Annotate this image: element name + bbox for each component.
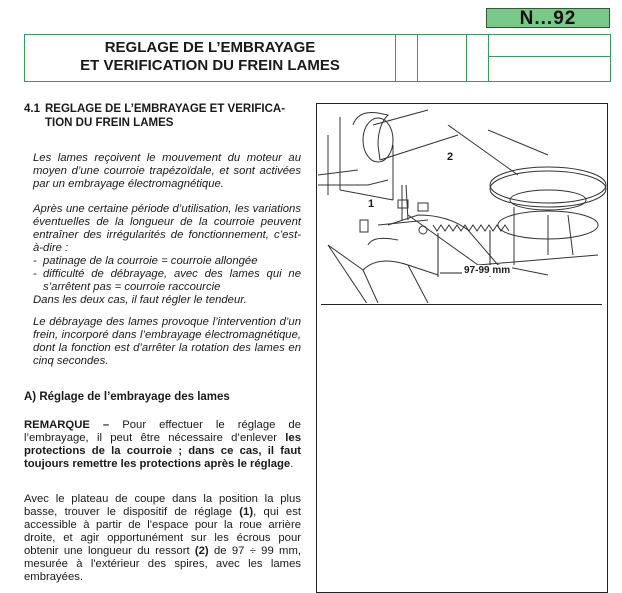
page-title-line2: ET VERIFICATION DU FREIN LAMES <box>80 57 340 74</box>
usage-lead: Après une certaine période d’utilisation, les variations éventuelles de la longueur de la courroie peuvent entraîner des irrégularités de fonctionnement, c’est-à-dire : <box>33 203 301 254</box>
reference-1: (1) <box>239 506 254 518</box>
header-box <box>24 34 611 82</box>
section-heading <box>24 102 304 130</box>
brake-paragraph: Le débrayage des lames provoque l’intervention d’un frein, incorporé dans l’embrayage électromagnétique, dont la fonction est d’arrêter la rotation des lames en cinq secondes. <box>33 316 301 367</box>
pulley <box>448 125 606 265</box>
note-text: Pour effectuer le réglage de l’embrayage, il peut être nécessaire d’enlever <box>24 419 301 444</box>
callout-2: 2 <box>447 151 454 163</box>
header-divider <box>489 56 610 57</box>
list-item: - difficulté de débrayage, avec des lames qui ne s’arrêtent pas = courroie raccourcie <box>33 268 301 294</box>
callout-1: 1 <box>368 198 375 210</box>
page-title-line1: REGLAGE DE L’EMBRAYAGE <box>104 39 316 56</box>
section-title-line2: TION DU FREIN LAMES <box>45 117 174 129</box>
page-title <box>25 39 395 75</box>
usage-conclusion: Dans les deux cas, il faut régler le tendeur. <box>33 294 247 306</box>
subsection-title: A) Réglage de l’embrayage des lames <box>24 391 230 403</box>
usage-paragraph <box>33 203 301 307</box>
list-item: - patinage de la courroie = courroie allongée <box>33 255 301 268</box>
section-title-line1: REGLAGE DE L’EMBRAYAGE ET VERIFICA- <box>45 103 286 115</box>
procedure-text: de 97 ÷ 99 mm, mesurée à l'extérieur des spires, avec les lames embrayées. <box>24 545 301 583</box>
header-divider <box>488 34 489 82</box>
procedure-text: Avec le plateau de coupe dans la position la plus basse, trouver le dispositif de réglage <box>24 493 301 518</box>
symptom-list <box>33 255 301 294</box>
header-divider <box>417 34 418 82</box>
reference-2: (2) <box>194 545 209 557</box>
shaft-housing <box>318 110 458 200</box>
note-paragraph <box>24 419 301 471</box>
procedure-text: , qui est accessible à partir de l'espace pour la roue arrière droite, et agir opportunément sur les écrous pour obtenir une longueur du ressort <box>24 506 301 557</box>
intro-paragraph: Les lames reçoivent le mouvement du moteur au moyen d’une courroie trapézoïdale, et sont activées par un embrayage électromagnétique. <box>33 152 301 190</box>
note-end: . <box>290 458 294 470</box>
figure-rule <box>321 304 602 305</box>
procedure-paragraph <box>24 493 301 584</box>
page-tag: N...92 <box>486 8 610 28</box>
note-label: REMARQUE – <box>24 419 110 431</box>
header-divider <box>466 34 467 82</box>
section-number: 4.1 <box>24 103 40 115</box>
note-emphasis: les protections de la courroie ; dans ce cas, il faut toujours remettre les protections après le réglage <box>24 432 301 470</box>
header-divider <box>395 34 396 82</box>
dimension-label: 97-99 mm <box>464 265 511 276</box>
